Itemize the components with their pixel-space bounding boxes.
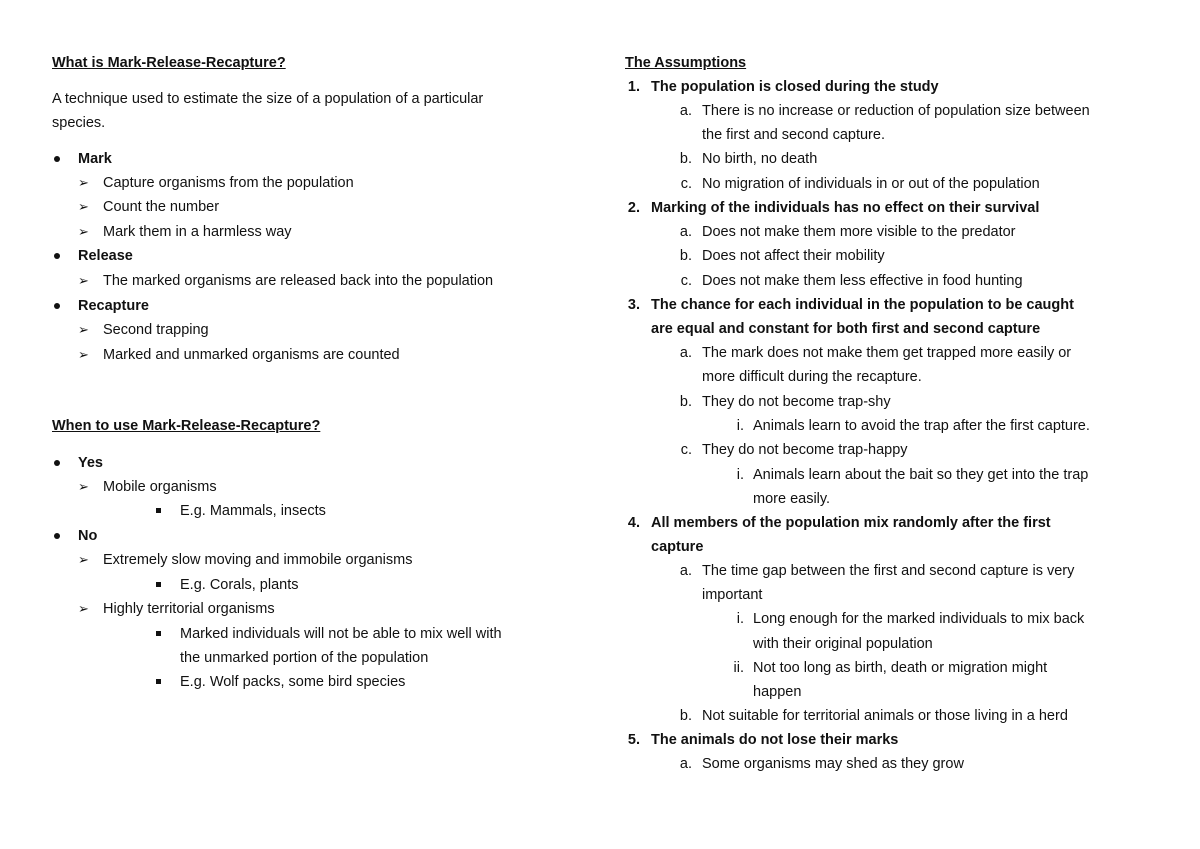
mark-label: Mark <box>78 151 112 167</box>
recapture-label: Recapture <box>78 298 149 314</box>
yes-sub-item: E.g. Mammals, insects <box>180 503 326 519</box>
assumption-title: Marking of the individuals has no effect on their survival <box>651 200 1040 216</box>
bullet-dot <box>54 253 60 259</box>
roman-marker: i. <box>736 611 744 627</box>
no-sub-item: Marked individuals will not be able to mix well with <box>180 626 502 642</box>
assumption-point: Does not make them more visible to the predator <box>702 224 1016 240</box>
assumption-point: Does not affect their mobility <box>702 248 885 264</box>
assumption-point: They do not become trap-shy <box>702 394 891 410</box>
roman-marker: i. <box>736 418 744 434</box>
sub-marker: c. <box>680 176 692 192</box>
bullet-dot <box>54 303 60 309</box>
roman-marker: ii. <box>733 660 744 676</box>
sub-marker: a. <box>679 103 692 119</box>
sub-marker: a. <box>679 224 692 240</box>
square-bullet <box>156 582 161 587</box>
release-item: The marked organisms are released back into the population <box>103 273 494 289</box>
bullet-dot <box>54 533 60 539</box>
arrow-bullet-icon: ➢ <box>78 601 89 616</box>
sub-marker: b. <box>679 151 692 167</box>
sub-marker: c. <box>680 273 692 289</box>
sub-marker: b. <box>679 708 692 724</box>
heading-assumptions: The Assumptions <box>625 55 747 71</box>
mark-item: Count the number <box>103 199 220 215</box>
assumption-subpoint: Animals learn about the bait so they get into the trap <box>753 467 1089 483</box>
arrow-bullet-icon: ➢ <box>78 479 89 494</box>
sub-marker: a. <box>679 345 692 361</box>
square-bullet <box>156 631 161 636</box>
assumption-point-cont: important <box>702 587 763 603</box>
recapture-item: Second trapping <box>103 322 209 338</box>
assumption-title: All members of the population mix randomly after the first <box>651 515 1051 531</box>
bullet-dot <box>54 156 60 162</box>
assumption-subpoint-cont: more easily. <box>753 491 831 507</box>
arrow-bullet-icon: ➢ <box>78 175 89 190</box>
heading-when-to-use: When to use Mark-Release-Recapture? <box>52 418 321 434</box>
assumption-number: 5. <box>627 732 640 748</box>
assumption-point: No migration of individuals in or out of the population <box>702 176 1040 192</box>
arrow-bullet-icon: ➢ <box>78 273 89 288</box>
no-label: No <box>78 528 98 544</box>
assumption-point: The mark does not make them get trapped more easily or <box>702 345 1072 361</box>
no-sub-item-cont: the unmarked portion of the population <box>180 650 429 666</box>
no-sub-item: E.g. Wolf packs, some bird species <box>180 674 406 690</box>
assumption-title: The chance for each individual in the population to be caught <box>651 297 1074 313</box>
sub-marker: a. <box>679 756 692 772</box>
assumption-title: The population is closed during the study <box>651 79 939 95</box>
assumption-title-cont: capture <box>651 539 704 555</box>
recapture-item: Marked and unmarked organisms are counted <box>103 347 400 363</box>
assumption-point: The time gap between the first and second capture is very <box>702 563 1075 579</box>
assumption-subpoint: Not too long as birth, death or migration might <box>753 660 1048 676</box>
sub-marker: c. <box>680 442 692 458</box>
assumption-number: 4. <box>627 515 640 531</box>
assumption-title: The animals do not lose their marks <box>651 732 899 748</box>
arrow-bullet-icon: ➢ <box>78 224 89 239</box>
assumption-subpoint: Animals learn to avoid the trap after the first capture. <box>753 418 1090 434</box>
arrow-bullet-icon: ➢ <box>78 552 89 567</box>
roman-marker: i. <box>736 467 744 483</box>
bullet-dot <box>54 460 60 466</box>
no-sub-item: E.g. Corals, plants <box>180 577 299 593</box>
assumption-subpoint-cont: happen <box>753 684 802 700</box>
assumption-point: They do not become trap-happy <box>702 442 908 458</box>
assumption-subpoint-cont: with their original population <box>753 636 933 652</box>
yes-item: Mobile organisms <box>103 479 217 495</box>
definition-line-2: species. <box>52 115 106 131</box>
assumption-point-cont: the first and second capture. <box>702 127 885 143</box>
assumption-point: Does not make them less effective in food hunting <box>702 273 1023 289</box>
assumption-title-cont: are equal and constant for both first and second capture <box>651 321 1041 337</box>
mark-item: Capture organisms from the population <box>103 175 354 191</box>
no-item: Extremely slow moving and immobile organisms <box>103 552 413 568</box>
assumption-number: 1. <box>627 79 640 95</box>
assumption-subpoint: Long enough for the marked individuals to mix back <box>753 611 1085 627</box>
heading-what-is-mrr: What is Mark-Release-Recapture? <box>52 55 286 71</box>
sub-marker: b. <box>679 248 692 264</box>
assumption-point: No birth, no death <box>702 151 818 167</box>
arrow-bullet-icon: ➢ <box>78 199 89 214</box>
assumption-point: Some organisms may shed as they grow <box>702 756 964 772</box>
yes-label: Yes <box>78 455 103 471</box>
assumption-point-cont: more difficult during the recapture. <box>702 369 922 385</box>
square-bullet <box>156 679 161 684</box>
arrow-bullet-icon: ➢ <box>78 347 89 362</box>
assumption-number: 3. <box>627 297 640 313</box>
square-bullet <box>156 508 161 513</box>
mark-item: Mark them in a harmless way <box>103 224 292 240</box>
sub-marker: b. <box>679 394 692 410</box>
no-item: Highly territorial organisms <box>103 601 275 617</box>
arrow-bullet-icon: ➢ <box>78 322 89 337</box>
release-label: Release <box>78 248 133 264</box>
sub-marker: a. <box>679 563 692 579</box>
assumption-number: 2. <box>627 200 640 216</box>
assumption-point: There is no increase or reduction of population size between <box>702 103 1090 119</box>
definition-line-1: A technique used to estimate the size of a population of a particular <box>52 91 484 107</box>
assumption-point: Not suitable for territorial animals or those living in a herd <box>702 708 1068 724</box>
